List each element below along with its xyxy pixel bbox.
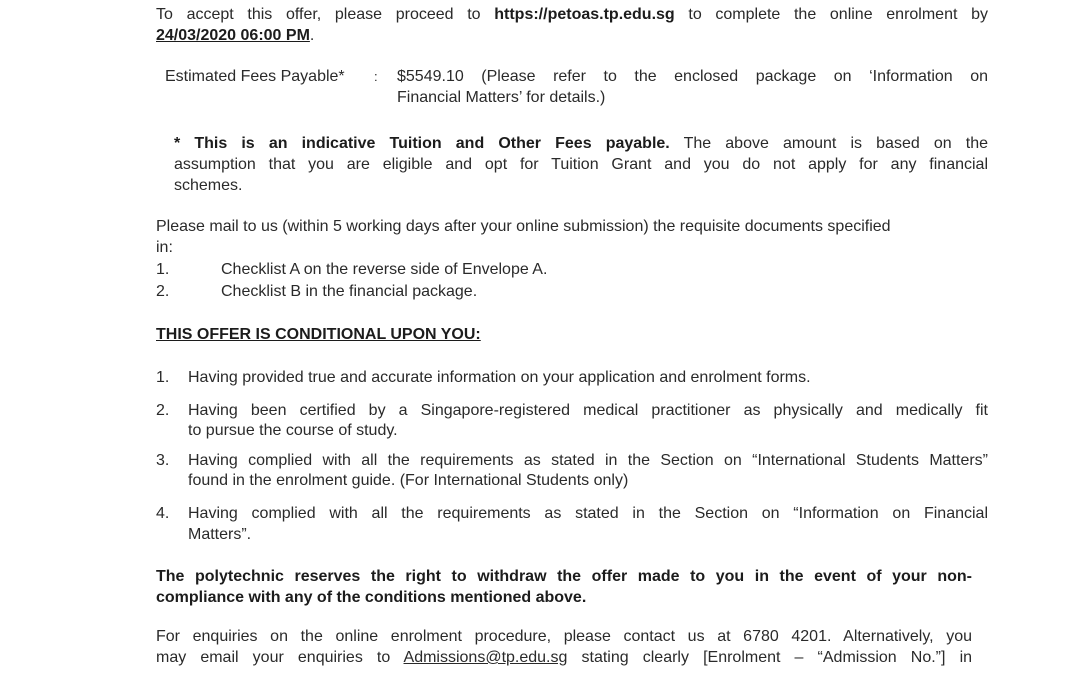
- condition-2-line-1: Having been certified by a Singapore-registered medical practitioner as physically and medically fit: [188, 402, 988, 419]
- indicative-line-3: schemes.: [174, 177, 243, 194]
- indicative-line-2: assumption that you are eligible and opt for Tuition Grant and you do not apply for any financial: [174, 156, 988, 173]
- condition-1-num: 1.: [156, 369, 170, 386]
- fees-colon: :: [374, 69, 378, 84]
- intro-line-2: [156, 26, 314, 46]
- intro-line-1: [156, 5, 988, 25]
- intro-suffix: to complete the online enrolment by: [688, 6, 988, 23]
- reserve-line-1: The polytechnic reserves the right to withdraw the offer made to you in the event of your non-: [156, 568, 972, 585]
- mail-item-1-text: Checklist A on the reverse side of Envelope A.: [221, 261, 548, 278]
- condition-4-line-1: Having complied with all the requirements as stated in the Section on “Information on Financial: [188, 505, 988, 522]
- indicative-line-1: [174, 134, 988, 154]
- fees-line-1: [397, 67, 988, 87]
- enrolment-url[interactable]: https://petoas.tp.edu.sg: [494, 6, 675, 23]
- mail-line-2: in:: [156, 239, 173, 256]
- condition-4-num: 4.: [156, 505, 170, 522]
- reserve-line-2: compliance with any of the conditions mentioned above.: [156, 589, 587, 606]
- fees-amount: $5549.10: [397, 68, 464, 85]
- mail-item-2-text: Checklist B in the financial package.: [221, 283, 478, 300]
- admissions-email-link[interactable]: Admissions@tp.edu.sg: [403, 649, 568, 666]
- enquiries-line-2: [156, 648, 972, 668]
- condition-1-line-1: Having provided true and accurate information on your application and enrolment forms.: [188, 369, 811, 386]
- enquiries-prefix: may email your enquiries to: [156, 649, 391, 666]
- enrolment-deadline: 24/03/2020 06:00 PM: [156, 27, 310, 44]
- condition-4-line-2: Matters”.: [188, 526, 252, 543]
- intro-prefix: To accept this offer, please proceed to: [156, 6, 481, 23]
- condition-2-num: 2.: [156, 402, 170, 419]
- fees-note-1: (Please refer to the enclosed package on ‘Information on: [481, 68, 988, 85]
- indicative-bold: * This is an indicative Tuition and Other Fees payable.: [174, 135, 670, 152]
- condition-3-line-1: Having complied with all the requirements as stated in the Section on “International Students Matters”: [188, 452, 988, 469]
- conditions-heading: THIS OFFER IS CONDITIONAL UPON YOU:: [156, 326, 481, 343]
- condition-3-line-2: found in the enrolment guide. (For International Students only): [188, 472, 629, 489]
- fees-line-2: Financial Matters’ for details.): [397, 89, 606, 106]
- condition-2-line-2: to pursue the course of study.: [188, 422, 398, 439]
- mail-line-1: Please mail to us (within 5 working days after your online submission) the requisite documents specified: [156, 218, 891, 235]
- intro-period: .: [309, 27, 315, 44]
- enquiries-suffix: stating clearly [Enrolment – “Admission No.”] in: [581, 649, 973, 666]
- mail-item-2-num: 2.: [156, 283, 170, 300]
- enquiries-line-1: For enquiries on the online enrolment procedure, please contact us at 6780 4201. Alternatively, you: [156, 628, 972, 645]
- condition-3-num: 3.: [156, 452, 170, 469]
- indicative-rest: The above amount is based on the: [683, 135, 989, 152]
- fees-label: Estimated Fees Payable*: [165, 68, 345, 85]
- mail-item-1-num: 1.: [156, 261, 170, 278]
